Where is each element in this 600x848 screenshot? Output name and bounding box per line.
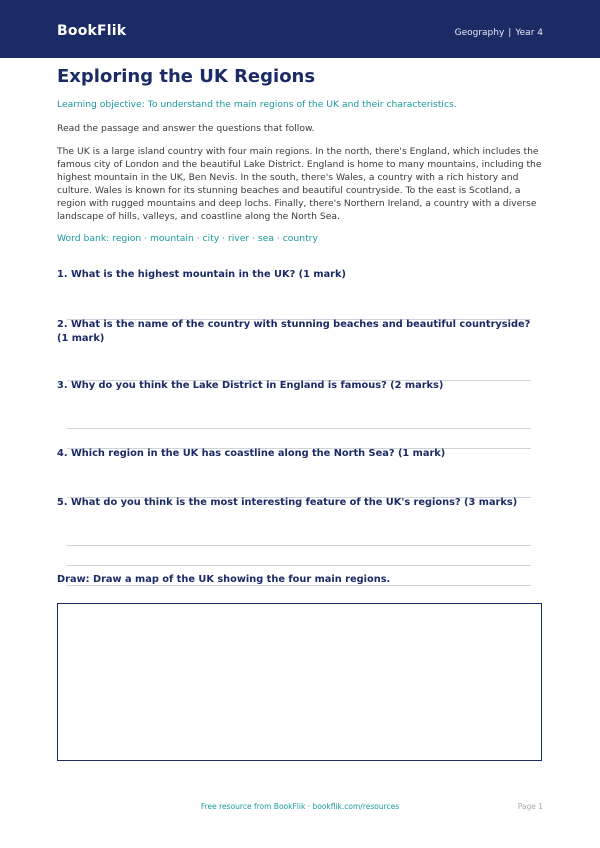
reading-passage: The UK is a large island country with four main regions. In the north, there's England, which includes the famous city of London and the beautiful Lake District. England is home to many mountains, including the highest mountain in the UK, Ben Nevis. In the south, there's Wales, a country with a rich history and culture. Wales is known for its stunning beaches and beautiful countryside. To the east is Scotland, a region with rugged mountains and deep lochs. Finally, there's Northern Ireland, a country with a diverse landscape of hills, valleys, and coastline along the North Sea. [57,146,542,222]
draw-prompt: Draw: Draw a map of the UK showing the four main regions. [57,574,391,585]
brand-logo: BookFlik [57,23,127,39]
answer-line[interactable] [67,565,531,566]
question-1: 1. What is the highest mountain in the UK? (1 mark) [57,269,347,280]
answer-line[interactable] [67,545,531,546]
footer-text: Free resource from BookFlik · bookflik.com/resources [200,802,400,811]
page-number: Page 1 [517,802,543,811]
year-label: Year 4 [515,28,543,38]
question-5: 5. What do you think is the most interesting feature of the UK's regions? (3 marks) [57,497,518,508]
question-2: 2. What is the name of the country with stunning beaches and beautiful countryside? (1 mark) [57,319,531,344]
drawing-box[interactable] [57,603,542,761]
question-3: 3. Why do you think the Lake District in England is famous? (2 marks) [57,380,444,391]
header-separator: | [508,28,512,38]
intro-section [57,66,543,245]
subject-label: Geography [454,28,505,38]
instructions: Read the passage and answer the questions that follow. [57,123,315,134]
subject-year-label [455,28,543,38]
header-bar [0,0,600,58]
answer-line[interactable] [67,428,531,429]
answer-line[interactable] [67,585,531,586]
word-bank: Word bank: region · mountain · city · river · sea · country [57,233,318,244]
learning-objective: Learning objective: To understand the main regions of the UK and their characteristics. [57,99,457,110]
page-title: Exploring the UK Regions [57,66,316,87]
question-4: 4. Which region in the UK has coastline along the North Sea? (1 mark) [57,448,446,459]
